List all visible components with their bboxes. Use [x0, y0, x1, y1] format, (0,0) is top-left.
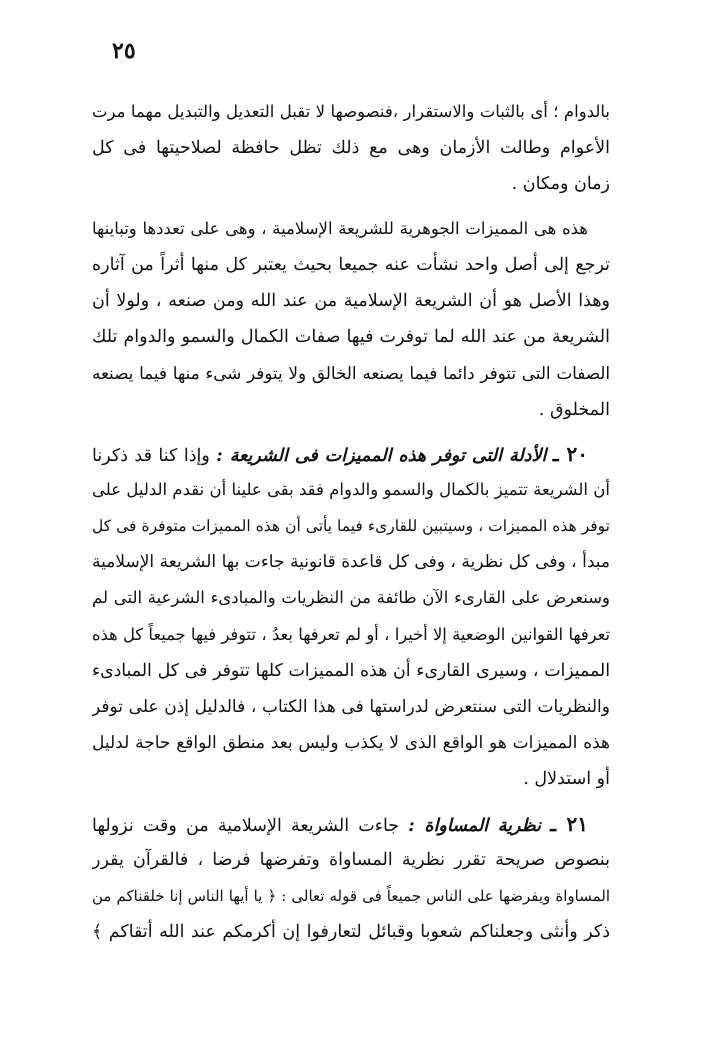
text-line: المساواة ويفرضها على الناس جميعاً فى قوله تعالى : ﴿ يا أيها الناس إنا خلقناكم من — [92, 886, 610, 905]
text-line: أن الشريعة تتميز بالكمال والسمو والدوام فقد بقى علينا أن نقدم الدليل على — [92, 479, 610, 499]
text-line: المميزات ، وسيرى القارىء أن هذه المميزات كلها تتوفر فى كل المبادىء — [92, 660, 610, 681]
text-run: جاءت الشريعة الإسلامية من وقت نزولها — [92, 815, 400, 836]
text-line: مبدأ ، وفى كل نظرية ، وفى كل قاعدة قانونية جاءت بها الشريعة الإسلامية — [92, 552, 610, 573]
section-number: ٢١ ـ — [550, 811, 588, 836]
text-line: توفر هذه المميزات ، وسيتبين للقارىء فيما يأتى أن هذه المميزات متوفرة فى كل — [92, 517, 610, 536]
text-line: وسنعرض على القارىء الآن طائفة من النظريات والمبادىء الشرعية التى لم — [92, 588, 610, 608]
text-line: هذه هى المميزات الجوهرية للشريعة الإسلامية ، وهى على تعددها وتباينها — [92, 218, 588, 238]
text-line: الشريعة من عند الله لما توفرت فيها صفات الكمال والسمو والدوام تلك — [92, 327, 610, 348]
section-number: ٢٠ ـ — [552, 441, 588, 466]
page-number: ٢٥ — [112, 38, 136, 64]
text-line: وهذا الأصل هو أن الشريعة الإسلامية من عند الله ومن صنعه ، ولولا أن — [92, 290, 610, 311]
text-line: ترجع إلى أصل واحد نشأت عنه جميعا بحيث يعتبر كل منها أثراً من آثاره — [92, 254, 610, 275]
section-title: نظرية المساواة : — [408, 815, 541, 836]
body-text — [92, 94, 610, 950]
text-line: بالدوام ؛ أى بالثبات والاستقرار ،فنصوصها لا تقبل التعديل والتبديل مهما مرت — [92, 102, 610, 121]
text-line: الصفات التى تتوفر دائما فيما يصنعه الخالق ولا يتوفر شىء منها فيما يصنعه — [92, 363, 610, 384]
text-line: تعرفها القوانين الوضعية إلا أخيرا ، أو لم تعرفها بعدُ ، تتوفر فيها جميعاً كل هذه — [92, 624, 610, 644]
section-heading-line — [92, 806, 610, 842]
text-line: الأعوام وطالت الأزمان وهى مع ذلك تظل حافظة لصلاحيتها فى كل — [92, 138, 610, 159]
section-heading-line — [92, 436, 610, 472]
section-title: الأدلة التى توفر هذه المميزات فى الشريعة : — [216, 445, 547, 466]
text-line: أو استدلال . — [523, 769, 610, 790]
text-line: هذه المميزات هو الواقع الذى لا يكذب وليس بعد منطق الواقع حاجة لدليل — [92, 733, 610, 754]
text-line: والنظريات التى سنتعرض لدراستها فى هذا الكتاب ، فالدليل إذن على توفر — [92, 697, 610, 717]
text-line: المخلوق . — [538, 399, 610, 420]
text-run: وإذا كنا قد ذكرنا — [92, 445, 210, 466]
text-line: زمان ومكان . — [511, 174, 610, 195]
text-line: ذكر وأنثى وجعلناكم شعوبا وقبائل لتعارفوا إن أكرمكم عند الله أتقاكم ﴾ — [92, 922, 610, 943]
text-line: بنصوص صريحة تقرر نظرية المساواة وتفرضها فرضا ، فالقرآن يقرر — [92, 849, 610, 870]
